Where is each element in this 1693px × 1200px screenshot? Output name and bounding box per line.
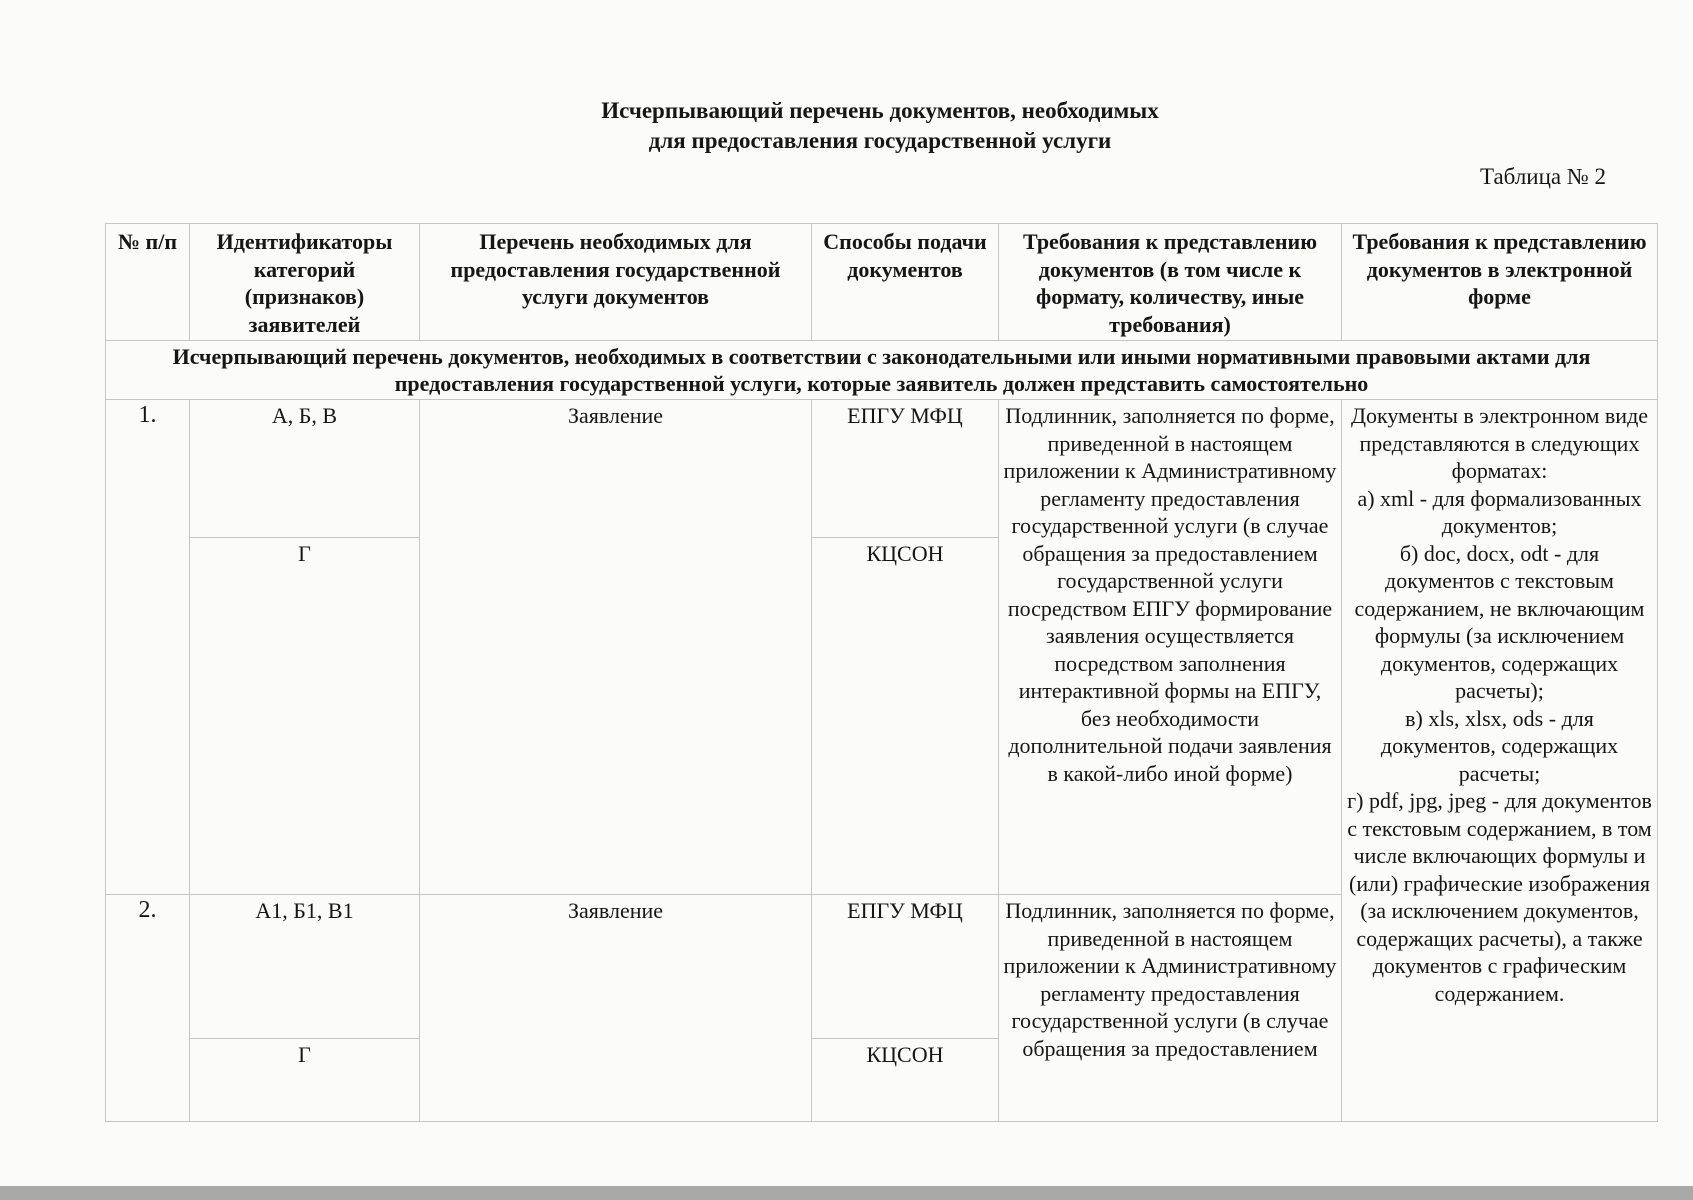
row-requirements: Подлинник, заполняется по форме, приведенной в настоящем приложении к Административному регламенту предоставления государственной услуги (в случае обращения за предоставлением государственной услуги посредством ЕПГУ формирование заявления осуществляется посредством заполнения интерактивной формы на ЕПГУ, без необходимости дополнительной подачи заявления в какой-либо иной форме)	[999, 400, 1342, 895]
row-categories: Г	[190, 1038, 420, 1121]
electronic-format-item: а) xml - для формализованных документов;	[1357, 485, 1642, 538]
row-document: Заявление	[420, 400, 812, 895]
scan-bottom-edge	[0, 1186, 1693, 1200]
table-row	[106, 400, 1658, 538]
electronic-format-item: в) xls, xlsx, ods - для документов, содержащих расчеты;	[1380, 705, 1619, 786]
row-document: Заявление	[420, 895, 812, 1122]
row-submission-methods: КЦСОН	[812, 538, 999, 895]
table-header-row	[106, 224, 1658, 341]
header-categories: Идентификаторы категорий (признаков) заявителей	[190, 224, 420, 341]
row-categories: Г	[190, 538, 420, 895]
electronic-format-item: г) pdf, jpg, jpeg - для документов с текстовым содержанием, в том числе включающих формулы и (или) графические изображения (за исключением документов, содержащих расчеты), а также документов с графическим содержанием.	[1347, 788, 1652, 1006]
table-number: Таблица № 2	[1480, 164, 1607, 189]
title-line-2: для предоставления государственной услуги	[648, 128, 1112, 153]
title-line-1: Исчерпывающий перечень документов, необходимых	[601, 98, 1159, 123]
documents-table	[105, 223, 1658, 1122]
header-electronic-requirements: Требования к представлению документов в электронной форме	[1342, 224, 1658, 341]
row-submission-methods: ЕПГУ МФЦ	[812, 895, 999, 1039]
electronic-requirements-cell	[1342, 400, 1658, 1122]
row-requirements	[999, 895, 1342, 1122]
electronic-requirements-intro: Документы в электронном виде представляются в следующих форматах:	[1350, 403, 1649, 483]
document-title	[0, 96, 1693, 156]
header-requirements: Требования к представлению документов (в том числе к формату, количеству, иные требования)	[999, 224, 1342, 341]
row-categories: А, Б, В	[190, 400, 420, 538]
row-submission-methods: КЦСОН	[812, 1038, 999, 1121]
row-number: 1.	[106, 400, 190, 895]
row-categories: А1, Б1, В1	[190, 895, 420, 1039]
section-title: Исчерпывающий перечень документов, необходимых в соответствии с законодательными или иными нормативными правовыми актами для предоставления государственной услуги, которые заявитель должен представить самостоятельно	[106, 341, 1658, 400]
row-submission-methods: ЕПГУ МФЦ	[812, 400, 999, 538]
header-number: № п/п	[106, 224, 190, 341]
row-number: 2.	[106, 895, 190, 1122]
header-methods: Способы подачи документов	[812, 224, 999, 341]
section-row	[106, 341, 1658, 400]
row-requirements-text: Подлинник, заполняется по форме, приведенной в настоящем приложении к Административному регламенту предоставления государственной услуги (в случае обращения за предоставлением	[1003, 898, 1337, 1061]
header-documents: Перечень необходимых для предоставления государственной услуги документов	[420, 224, 812, 341]
electronic-format-item: б) doc, docx, odt - для документов с текстовым содержанием, не включающим формулы (за исключением документов, содержащих расчеты);	[1354, 540, 1645, 703]
